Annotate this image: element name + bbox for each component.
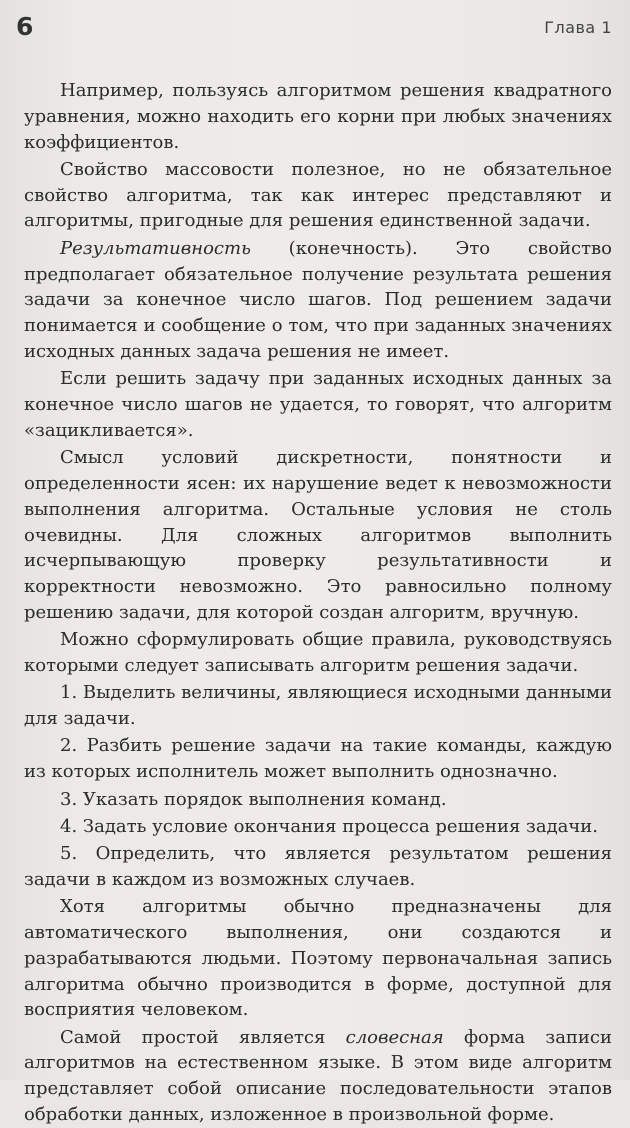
list-item: 2. Разбить решение задачи на такие команды, каждую из которых исполнитель может выполнить однозначно.	[24, 735, 612, 783]
page-number: 6	[16, 12, 34, 41]
paragraph: Можно сформулировать общие правила, руководствуясь которыми следует записывать алгоритм решения задачи.	[24, 629, 612, 677]
italic-term: словесная	[345, 1026, 444, 1048]
paragraph: Свойство массовости полезное, но не обязательное свойство алгоритма, так как интерес представляют и алгоритмы, пригодные для решения единственной задачи.	[24, 158, 612, 232]
paragraph: Например, пользуясь алгоритмом решения квадратного уравнения, можно находить его корни при любых значениях коэффициентов.	[24, 80, 612, 153]
list-item: 4. Задать условие окончания процесса решения задачи.	[60, 815, 599, 837]
list-item: 3. Указать порядок выполнения команд.	[60, 788, 447, 810]
paragraph	[24, 236, 612, 365]
list-item: 5. Определить, что является результатом решения задачи в каждом из возможных случаев.	[24, 843, 612, 890]
body-text	[24, 78, 612, 1128]
paragraph: Смысл условий дискретности, понятности и определенности ясен: их нарушение ведет к невозможности выполнения алгоритма. Остальные условия не столь очевидны. Для сложных алгоритмов выполнить исчерпывающую проверку результативности и корректности невозможно. Это равносильно полному решению задачи, для которой создан алгоритм, вручную.	[24, 447, 612, 623]
list-item: 1. Выделить величины, являющиеся исходными данными для задачи.	[24, 682, 612, 730]
italic-term: Результативность	[60, 237, 251, 259]
chapter-running-head: Глава 1	[544, 18, 612, 37]
page-header	[16, 12, 612, 48]
paragraph-text: форма записи алгоритмов на естественном языке. В этом виде алгоритм представляет собой описание последовательности этапов обработки данных, изложенное в произвольной форме.	[24, 1026, 612, 1126]
paragraph: Хотя алгоритмы обычно предназначены для автоматического выполнения, они создаются и разрабатываются людьми. Поэтому первоначальная запись алгоритма обычно производится в форме, доступной для восприятия человеком.	[24, 896, 612, 1021]
paragraph	[24, 1025, 612, 1128]
paragraph-text: (конечность). Это свойство предполагает обязательное получение результата решения задачи за конечное число шагов. Под решением задачи понимается и сообщение о том, что при заданных значениях исходных данных задача решения не имеет.	[24, 237, 612, 362]
paragraph: Если решить задачу при заданных исходных данных за конечное число шагов не удается, то говорят, что алгоритм «зацикливается».	[24, 368, 612, 441]
paragraph-text: Самой простой является	[60, 1026, 346, 1048]
